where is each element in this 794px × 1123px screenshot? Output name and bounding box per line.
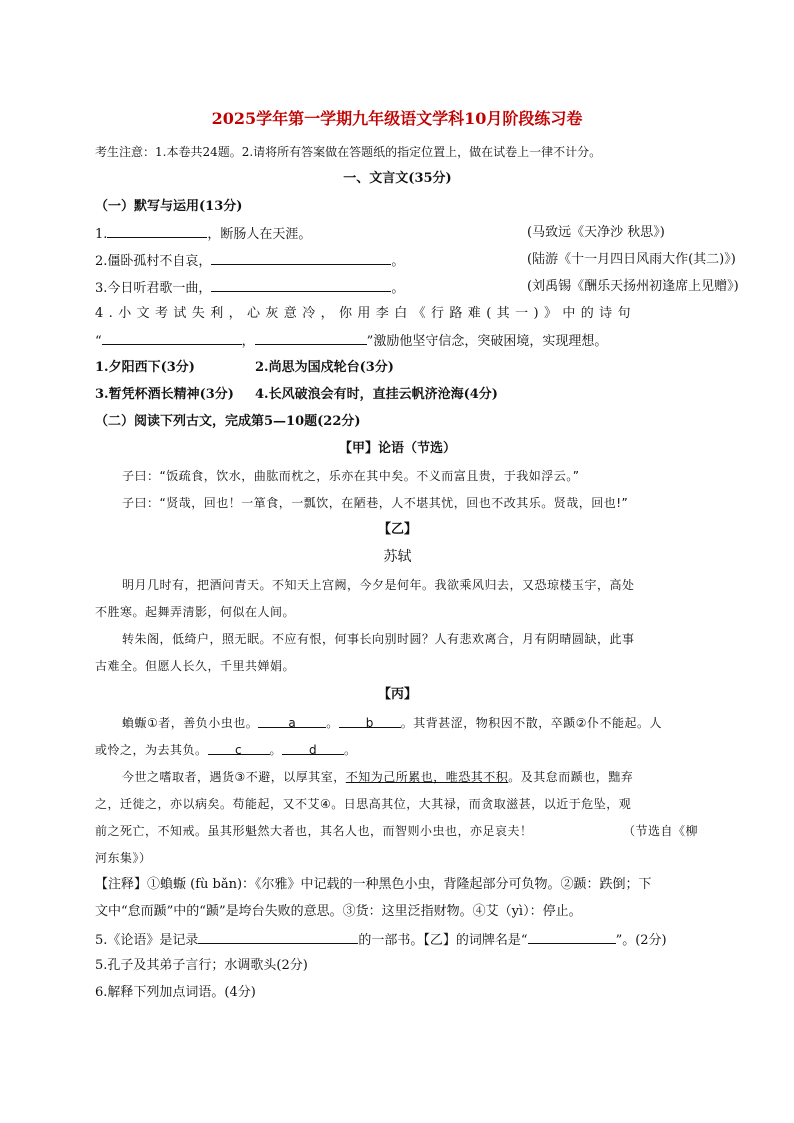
question-6: 6.解释下列加点词语。(4分) [95, 985, 256, 1000]
blank-c: c [208, 741, 270, 755]
yi-title: 【乙】 [377, 522, 417, 537]
answers-1-2 [95, 359, 700, 377]
answer-blank [211, 278, 391, 292]
section-1-heading: 一、文言文(35分) [343, 171, 452, 186]
question-5: 5.《论语》是记录 的一部书。【乙】的词牌名是“ ”。(2分) [95, 930, 700, 950]
answer-blank [255, 331, 367, 345]
answer-3: 3.暂凭杯酒长精神(3分) [95, 387, 234, 402]
blank-a: a [258, 714, 326, 728]
bing-line-5: 前之死亡，不知戒。虽其形魁然大者也，其名人也，而智则小虫也，亦足哀夫！ （节选自《柳 [95, 824, 699, 838]
bing-line-4: 之，迁徙之，亦以病矣。苟能起，又不艾④。日思高其位，大其禄，而贪取滋甚，以近于危坠，观 [95, 797, 632, 811]
bing-title: 【丙】 [377, 687, 417, 702]
jia-title: 【甲】论语（节选） [338, 441, 456, 456]
answer-5: 5.孔子及其弟子言行；水调歌头(2分) [95, 958, 308, 973]
question-4-line-1: 4.小文考试失利，心灰意冷，你用李白《行路难(其一)》中的诗句 [95, 306, 636, 321]
jia-para-2: 子曰：“贤哉，回也！一箪食，一瓢饮，在陋巷，人不堪其忧，回也不改其乐。贤哉，回也!” [122, 496, 629, 510]
question-2: 2.僵卧孤村不自哀， 。 (陆游《十一月四日风雨大作(其二)》) [95, 252, 736, 269]
bing-source: （节选自《柳 [623, 824, 699, 838]
answer-2: 2.尚思为国戍轮台(3分) [255, 360, 394, 375]
yi-line-3: 转朱阁，低绮户，照无眠。不应有恨，何事长向别时圆？人有悲欢离合，月有阴晴圆缺，此事 [122, 632, 635, 646]
answer-blank [211, 251, 391, 265]
answer-4: 4.长风破浪会有时，直挂云帆济沧海(4分) [255, 387, 498, 402]
q1-number: 1. [95, 227, 108, 242]
answer-1: 1.夕阳西下(3分) [95, 360, 195, 375]
q3-source: (刘禹锡《酬乐天扬州初逢席上见赠》) [527, 279, 739, 294]
answer-blank [102, 331, 242, 345]
exam-title: 2025学年第一学期九年级语文学科10月阶段练习卷 [211, 109, 583, 128]
yi-line-2: 不胜寒。起舞弄清影，何似在人间。 [95, 605, 296, 619]
answer-blank [528, 930, 616, 944]
bing-line-1: 蝜蝂①者，善负小虫也。 a 。 b 。其背甚涩，物积因不散，卒踬②仆不能起。人 [122, 716, 663, 730]
q2-text: 2.僵卧孤村不自哀， [95, 254, 212, 269]
answers-3-4 [95, 386, 700, 404]
yi-line-4: 古难全。但愿人长久，千里共婵娟。 [95, 659, 296, 673]
underlined-sentence: 不知为己所累也，唯恐其不积 [345, 770, 509, 784]
part-1-heading: （一）默写与运用(13分) [95, 199, 243, 214]
note-line-2: 文中“怠而踬”中的“踬”是垮台失败的意思。③货：这里泛指财物。④艾（yì）：停止。 [95, 904, 582, 919]
bing-line-6: 河东集》） [95, 851, 152, 865]
jia-para-1: 子曰：“饭疏食，饮水，曲肱而枕之，乐亦在其中矣。不义而富且贵，于我如浮云。” [122, 469, 580, 483]
yi-line-1: 明月几时有，把酒问青天。不知天上宫阙，今夕是何年。我欲乘风归去，又恐琼楼玉宇，高处 [122, 578, 635, 592]
question-3: 3.今日听君歌一曲， 。 (刘禹锡《酬乐天扬州初逢席上见赠》) [95, 279, 739, 296]
yi-author: 苏轼 [383, 549, 412, 565]
question-1 [95, 224, 700, 244]
q2-source: (陆游《十一月四日风雨大作(其二)》) [527, 252, 736, 267]
blank-b: b [339, 714, 401, 728]
answer-blank [198, 930, 358, 944]
q1-source: (马致远《天净沙 秋思》) [527, 225, 665, 240]
q1-text: ，断肠人在天涯。 [207, 227, 312, 242]
part-2-heading: （二）阅读下列古文，完成第5—10题(22分) [95, 414, 361, 429]
notice: 考生注意：1.本卷共24题。2.请将所有答案做在答题纸的指定位置上，做在试卷上一律不计分。 [95, 145, 602, 159]
bing-line-3: 今世之嗜取者，遇货③不避，以厚其室，不知为己所累也，唯恐其不积。及其怠而踬也，黜弃 [122, 770, 634, 784]
answer-blank [107, 224, 207, 238]
note-line-1: 【注释】①蝜蝂 (fù bǎn)：《尔雅》中记载的一种黑色小虫，背隆起部分可负物。②踬：跌倒；下 [95, 877, 652, 892]
bing-line-2: 或怜之，为去其负。 c 。 d 。 [95, 743, 357, 757]
question-4-line-2: “ ， ”激励他坚守信念，突破困境，实现理想。 [95, 331, 700, 351]
q3-text: 3.今日听君歌一曲， [95, 281, 212, 296]
blank-d: d [282, 741, 344, 755]
